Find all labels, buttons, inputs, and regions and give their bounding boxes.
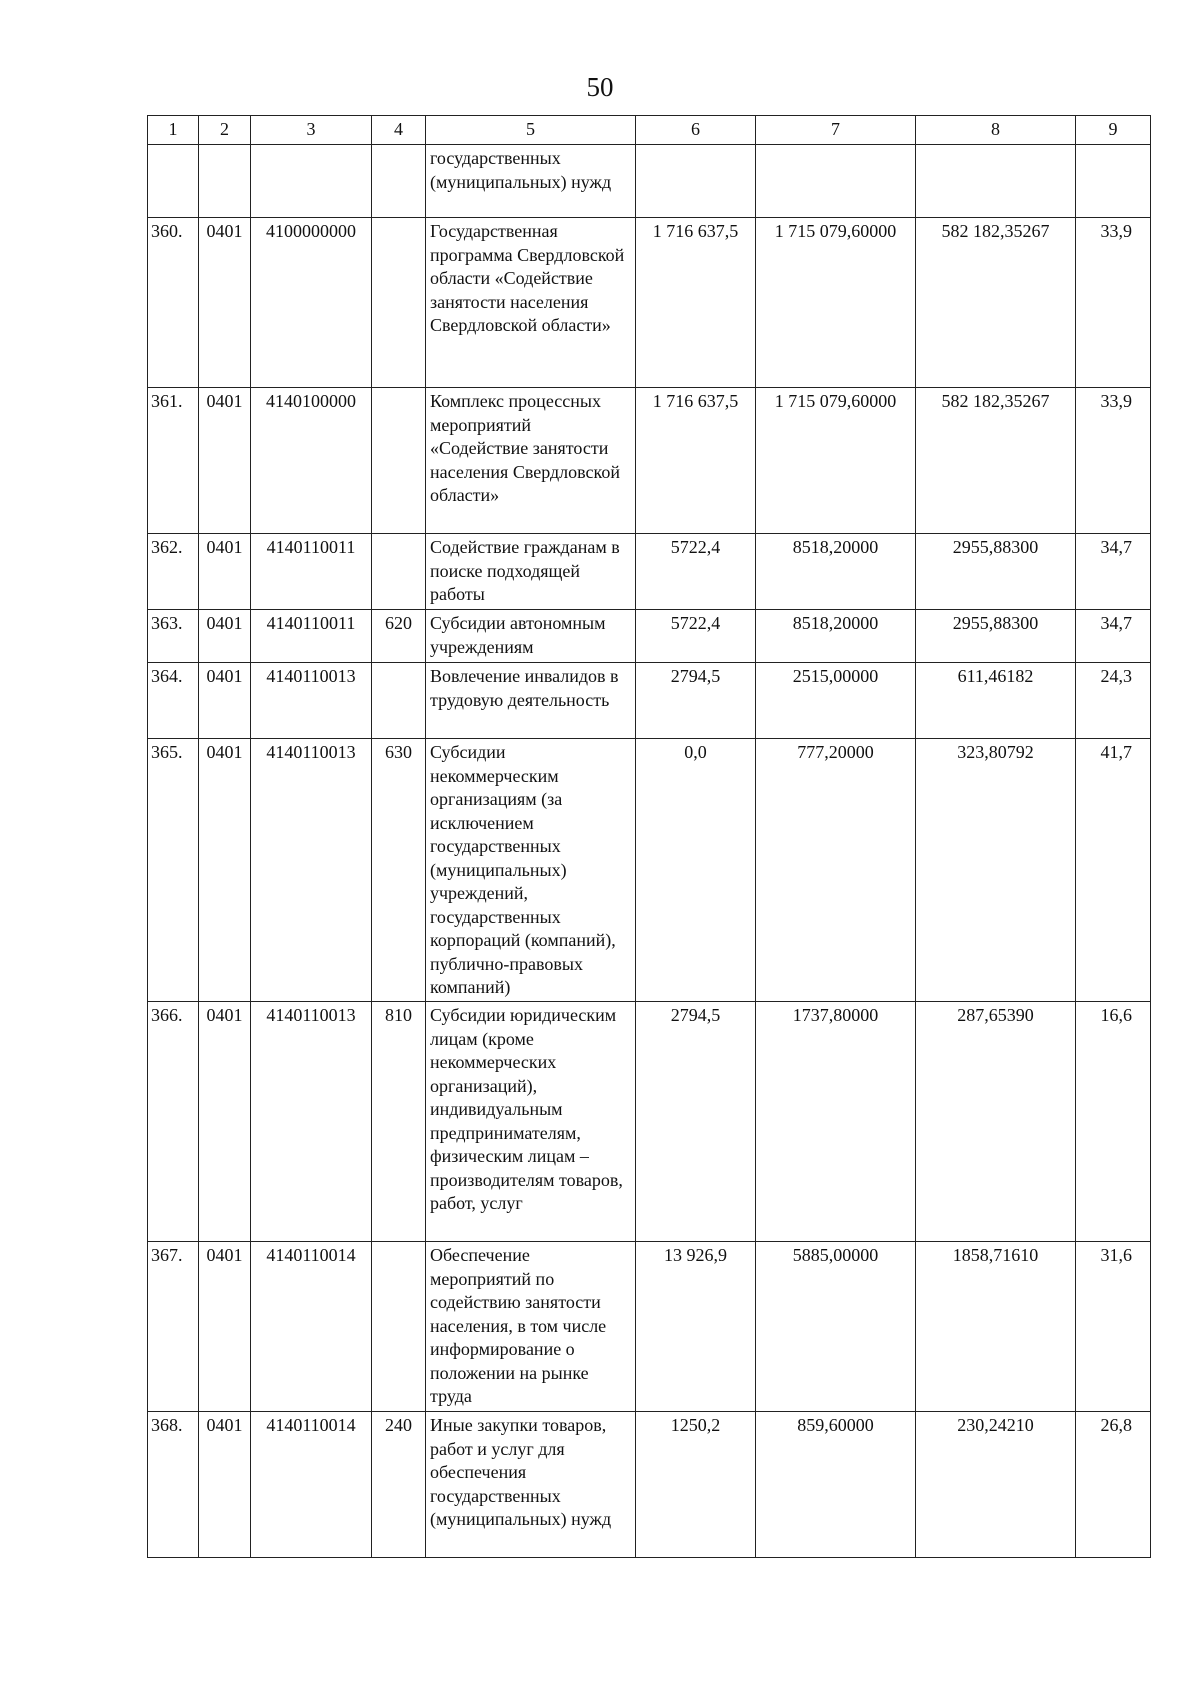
amount-col6-cell: 13 926,9 [636,1242,756,1412]
section-code-cell: 0401 [199,534,251,610]
amount-col7-cell: 777,20000 [756,739,916,1002]
target-code-cell: 4140110013 [251,1002,372,1242]
amount-col8-cell [916,145,1076,218]
column-header: 6 [636,116,756,145]
percent-cell: 26,8 [1076,1412,1151,1558]
amount-col7-cell: 1 715 079,60000 [756,388,916,534]
item-name-cell: Субсидии автономным учреждениям [426,610,636,663]
target-code-cell: 4140110014 [251,1412,372,1558]
table-row [148,1002,1151,1242]
amount-col6-cell: 2794,5 [636,1002,756,1242]
amount-col7-cell: 5885,00000 [756,1242,916,1412]
item-name-cell: Вовлечение инвалидов в трудовую деятельность [426,663,636,739]
table-row [148,1412,1151,1558]
target-code-cell [251,145,372,218]
amount-col7-cell: 8518,20000 [756,610,916,663]
item-name-cell: Комплекс процессных мероприятий «Содействие занятости населения Свердловской области» [426,388,636,534]
amount-col6-cell [636,145,756,218]
amount-col6-cell: 2794,5 [636,663,756,739]
amount-col7-cell: 859,60000 [756,1412,916,1558]
item-name-cell: Содействие гражданам в поиске подходящей работы [426,534,636,610]
item-name-cell: Обеспечение мероприятий по содействию занятости населения, в том числе информирование о положении на рынке труда [426,1242,636,1412]
table-row [148,610,1151,663]
target-code-cell: 4140100000 [251,388,372,534]
table-row [148,388,1151,534]
expense-type-cell: 630 [372,739,426,1002]
section-code-cell: 0401 [199,388,251,534]
amount-col8-cell: 230,24210 [916,1412,1076,1558]
item-name-cell: Субсидии юридическим лицам (кроме некоммерческих организаций), индивидуальным предпринимателям, физическим лицам – производителям товаров, работ, услуг [426,1002,636,1242]
section-code-cell: 0401 [199,1412,251,1558]
target-code-cell: 4140110011 [251,610,372,663]
percent-cell: 33,9 [1076,218,1151,388]
target-code-cell: 4140110013 [251,739,372,1002]
row-number-cell: 360. [148,218,199,388]
amount-col8-cell: 582 182,35267 [916,388,1076,534]
page-number: 50 [586,72,614,102]
row-number-cell: 361. [148,388,199,534]
table-row [148,663,1151,739]
row-number-cell: 368. [148,1412,199,1558]
expense-type-cell [372,218,426,388]
amount-col6-cell: 0,0 [636,739,756,1002]
percent-cell: 34,7 [1076,534,1151,610]
row-number-cell: 365. [148,739,199,1002]
section-code-cell: 0401 [199,663,251,739]
expense-type-cell [372,145,426,218]
column-header: 5 [426,116,636,145]
column-header: 4 [372,116,426,145]
expense-type-cell [372,534,426,610]
row-number-cell: 362. [148,534,199,610]
table-row [148,145,1151,218]
amount-col6-cell: 5722,4 [636,534,756,610]
column-header: 2 [199,116,251,145]
expense-type-cell [372,663,426,739]
column-header: 1 [148,116,199,145]
percent-cell [1076,145,1151,218]
expense-type-cell: 240 [372,1412,426,1558]
row-number-cell: 366. [148,1002,199,1242]
amount-col6-cell: 1250,2 [636,1412,756,1558]
section-code-cell: 0401 [199,610,251,663]
section-code-cell: 0401 [199,739,251,1002]
target-code-cell: 4140110014 [251,1242,372,1412]
column-header: 3 [251,116,372,145]
percent-cell: 24,3 [1076,663,1151,739]
amount-col6-cell: 1 716 637,5 [636,388,756,534]
item-name-cell: Иные закупки товаров, работ и услуг для обеспечения государственных (муниципальных) нужд [426,1412,636,1558]
table-row [148,218,1151,388]
percent-cell: 16,6 [1076,1002,1151,1242]
amount-col7-cell: 2515,00000 [756,663,916,739]
expense-type-cell [372,388,426,534]
budget-table [147,115,1151,1558]
column-header: 9 [1076,116,1151,145]
expense-type-cell: 810 [372,1002,426,1242]
item-name-cell: Государственная программа Свердловской области «Содействие занятости населения Свердловской области» [426,218,636,388]
amount-col8-cell: 323,80792 [916,739,1076,1002]
row-number-cell: 367. [148,1242,199,1412]
target-code-cell: 4140110011 [251,534,372,610]
amount-col8-cell: 287,65390 [916,1002,1076,1242]
section-code-cell: 0401 [199,1002,251,1242]
amount-col7-cell: 8518,20000 [756,534,916,610]
amount-col7-cell [756,145,916,218]
percent-cell: 33,9 [1076,388,1151,534]
amount-col6-cell: 1 716 637,5 [636,218,756,388]
column-header: 7 [756,116,916,145]
column-header: 8 [916,116,1076,145]
row-number-cell [148,145,199,218]
amount-col8-cell: 611,46182 [916,663,1076,739]
table-row [148,534,1151,610]
amount-col7-cell: 1737,80000 [756,1002,916,1242]
percent-cell: 41,7 [1076,739,1151,1002]
amount-col6-cell: 5722,4 [636,610,756,663]
target-code-cell: 4140110013 [251,663,372,739]
row-number-cell: 363. [148,610,199,663]
item-name-cell: Субсидии некоммерческим организациям (за исключением государственных (муниципальных) учреждений, государственных корпораций (компаний), публично-правовых компаний) [426,739,636,1002]
amount-col8-cell: 1858,71610 [916,1242,1076,1412]
amount-col8-cell: 2955,88300 [916,610,1076,663]
header-row [148,116,1151,145]
amount-col7-cell: 1 715 079,60000 [756,218,916,388]
table-row [148,739,1151,1002]
section-code-cell: 0401 [199,1242,251,1412]
item-name-cell: государственных (муниципальных) нужд [426,145,636,218]
percent-cell: 34,7 [1076,610,1151,663]
target-code-cell: 4100000000 [251,218,372,388]
table-row [148,1242,1151,1412]
percent-cell: 31,6 [1076,1242,1151,1412]
amount-col8-cell: 582 182,35267 [916,218,1076,388]
expense-type-cell [372,1242,426,1412]
section-code-cell: 0401 [199,218,251,388]
section-code-cell [199,145,251,218]
amount-col8-cell: 2955,88300 [916,534,1076,610]
expense-type-cell: 620 [372,610,426,663]
row-number-cell: 364. [148,663,199,739]
